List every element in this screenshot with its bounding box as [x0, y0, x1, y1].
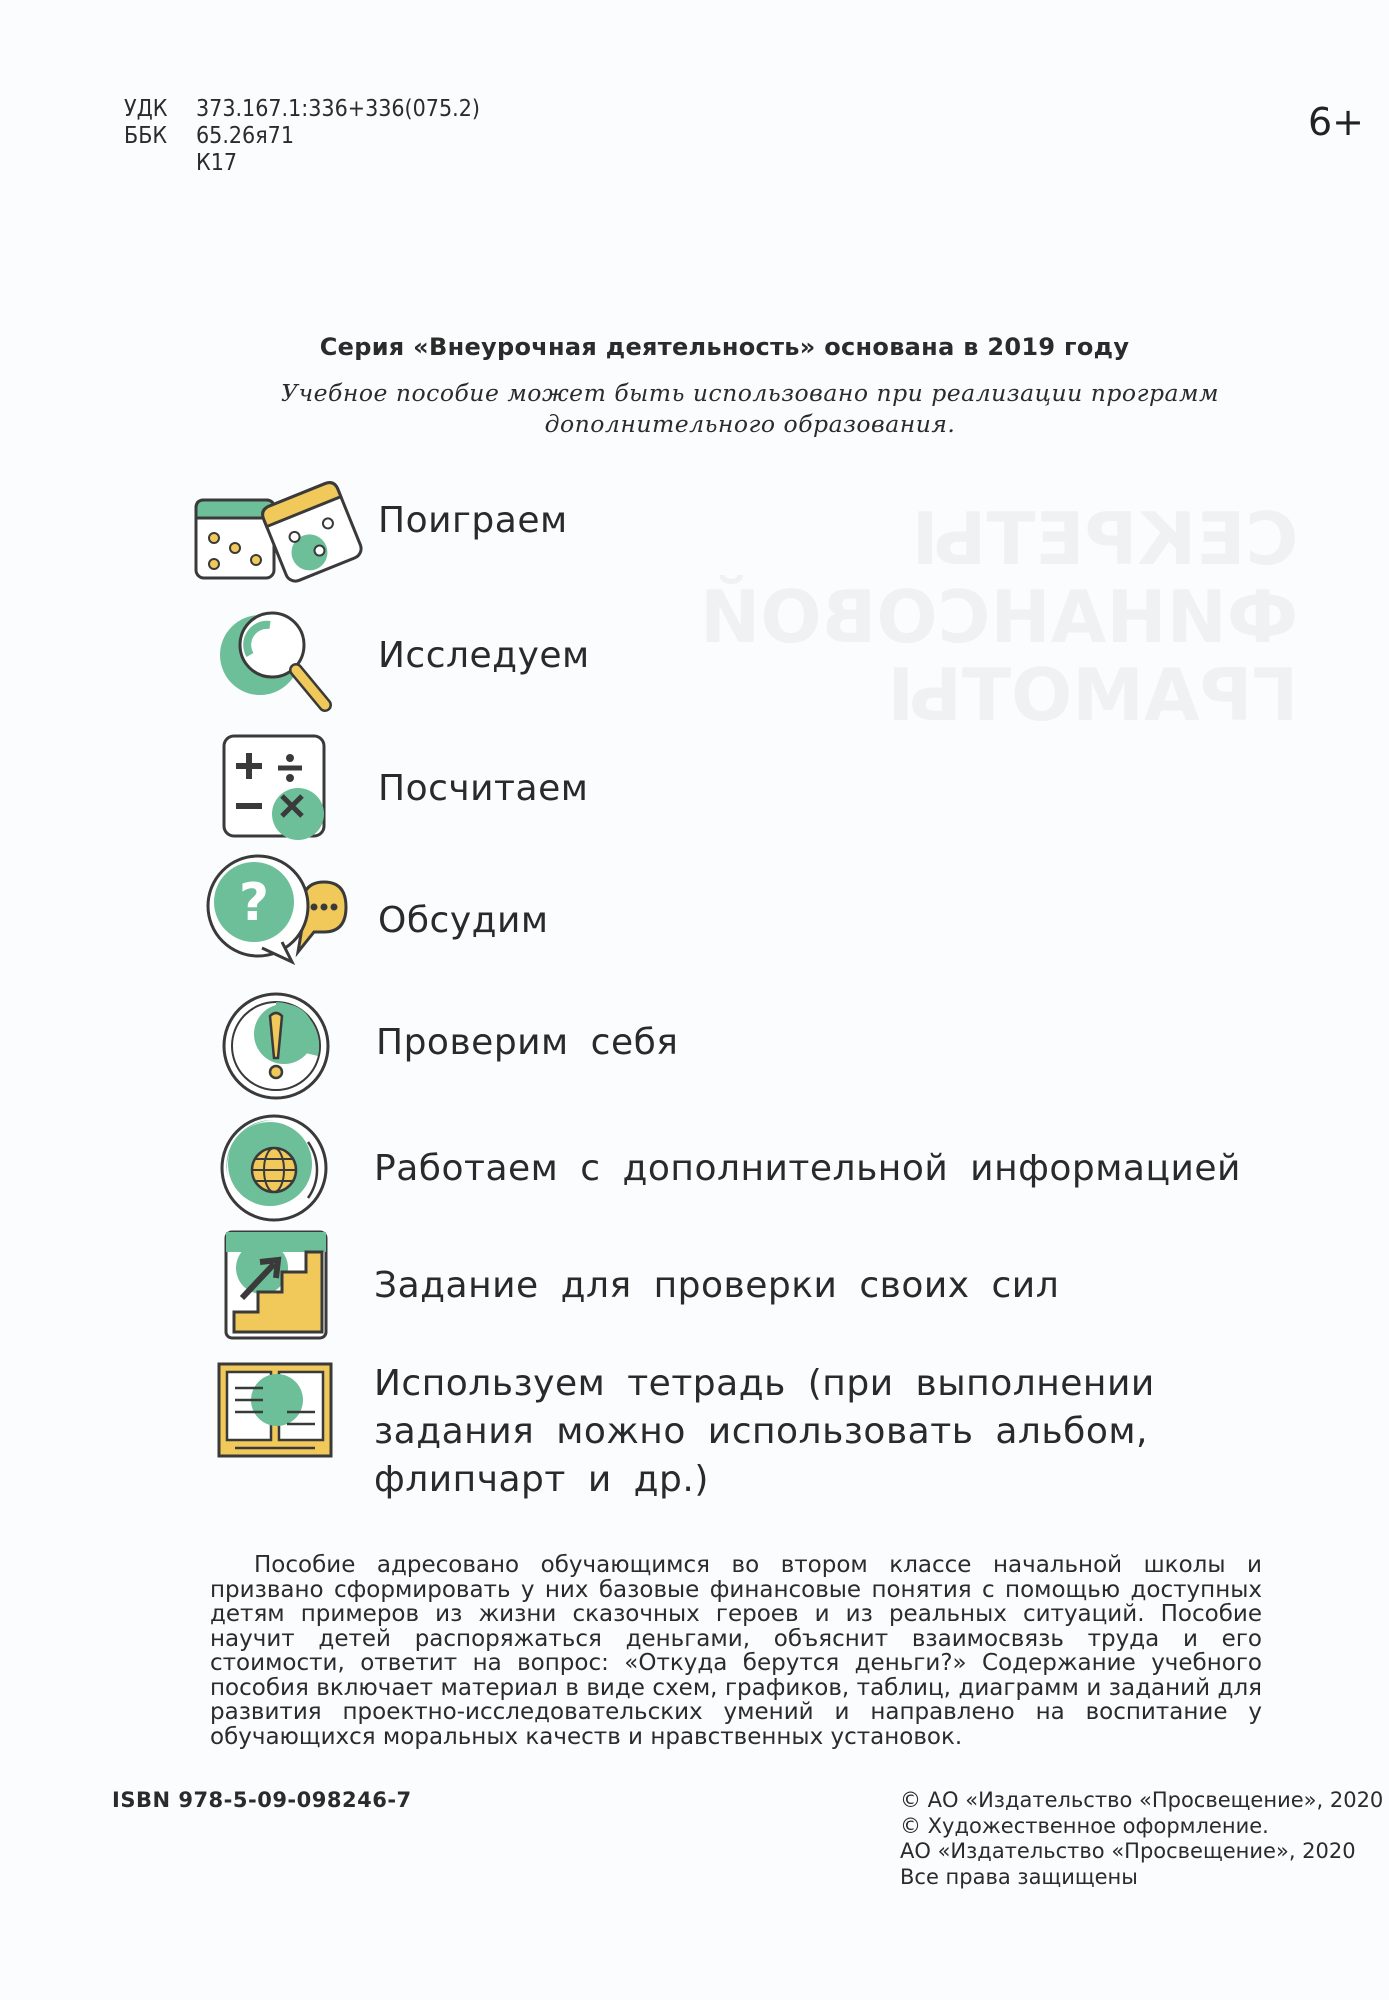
udk-value: 373.167.1:336+336(075.2) [196, 96, 480, 122]
author-code: К17 [196, 150, 238, 176]
book-description: Пособие адресовано обучающимся во втором классе начальной школы и призвано сформировать у них базовые финансовые понятия с помощью доступных детям примеров из жизни сказочных героев и из реальных ситуаций. Пособие научит детей распоряжаться деньгами, объяснит взаимосвязь труда и его стоимости, ответит на вопрос: «Откуда берутся деньги?» Содержание учебного пособия включает материал в виде схем, графиков, таблиц, диаграмм и заданий для развития проектно-исследовательских умений и направлено на воспитание у обучающихся моральных качеств и нравственных установок. [210, 1552, 1262, 1750]
copyright-line: © Художественное оформление. [900, 1813, 1269, 1838]
legend-label-calc: Посчитаем [378, 768, 589, 809]
legend-label-research: Исследуем [378, 635, 590, 676]
legend-label-notebook: Используем тетрадь (при выполнении задания можно использовать альбом, флипчарт и др.) [374, 1363, 1155, 1500]
dice-icon [190, 470, 365, 595]
series-line: Серия «Внеурочная деятельность» основана в 2019 году [319, 333, 1130, 361]
svg-text:?: ? [238, 873, 270, 933]
bbk-label: ББК [124, 123, 168, 149]
legend-label-play: Поиграем [378, 500, 568, 541]
age-rating: 6+ [1308, 100, 1365, 144]
globe-icon [218, 1112, 333, 1227]
show-through-text: СЕКРЕТЫ ФИНАНСОВОЙ ГРАМОТЫ [700, 497, 1299, 737]
bbk-value: 65.26я71 [196, 123, 294, 149]
udk-label: УДК [124, 96, 168, 122]
copyright-block [900, 1788, 1383, 1890]
copyright-line: Все права защищены [900, 1864, 1138, 1889]
copyright-line: АО «Издательство «Просвещение», 2020 [900, 1839, 1356, 1863]
notebook-icon [215, 1358, 335, 1463]
legend-label-check: Проверим себя [376, 1022, 679, 1063]
legend-label-discuss: Обсудим [378, 900, 549, 941]
calculator-icon [220, 732, 330, 842]
magnifier-icon [210, 600, 340, 720]
legend-label-self-test: Задание для проверки своих сил [374, 1265, 1060, 1306]
exclamation-icon [220, 990, 335, 1105]
copyright-line: © АО «Издательство «Просвещение», 2020 [900, 1788, 1384, 1812]
speech-bubbles-icon [202, 852, 352, 972]
classification-block [124, 96, 480, 177]
stairs-icon [222, 1228, 332, 1343]
isbn: ISBN 978-5-09-098246-7 [112, 1788, 412, 1812]
legend-label-extra-info: Работаем с дополнительной информацией [374, 1148, 1241, 1189]
usage-note: Учебное пособие может быть использовано при реализации программ дополнительного образования. [281, 379, 1219, 438]
